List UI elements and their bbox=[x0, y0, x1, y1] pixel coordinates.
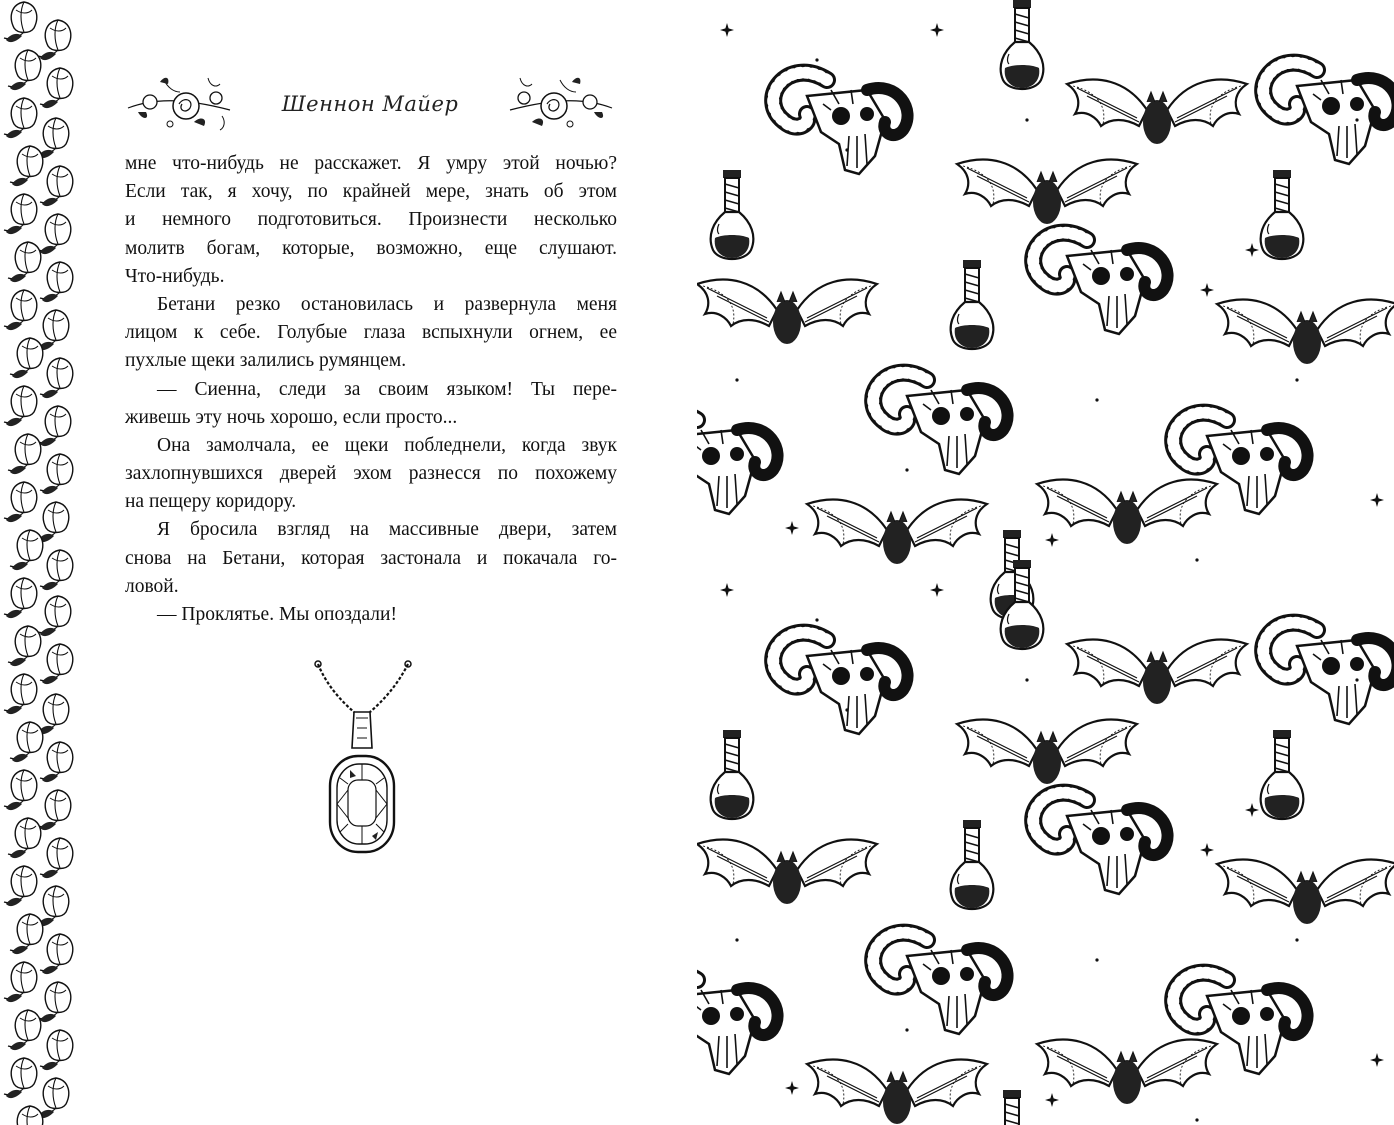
text-line: мне что-нибудь не расскажет. Я умру этой ночью? bbox=[125, 153, 617, 174]
text-line: лицом к себе. Голубые глаза вспыхнули огнем, ее bbox=[125, 322, 617, 344]
text-line: — Проклятье. Мы опоздали! bbox=[157, 604, 397, 625]
text-line: молитв богам, которые, возможно, еще слушают. bbox=[125, 237, 617, 259]
pendant-icon bbox=[310, 660, 414, 860]
text-line: снова на Бетани, которая застонала и покачала го- bbox=[125, 547, 617, 569]
text-line: ловой. bbox=[125, 575, 179, 597]
floral-border bbox=[0, 0, 78, 1125]
text-line: и немного подготовиться. Произнести несколько bbox=[125, 209, 617, 231]
right-page bbox=[697, 0, 1394, 1125]
text-line: Что-нибудь. bbox=[125, 265, 225, 287]
text-line: на пещеру коридору. bbox=[125, 491, 297, 513]
text-line: живешь эту ночь хорошо, если просто... bbox=[125, 406, 458, 428]
text-line: Если так, я хочу, по крайней мере, знать об этом bbox=[125, 181, 617, 203]
text-line: захлопнувшихся дверей эхом разнесся по похожему bbox=[125, 463, 617, 485]
text-line: Я бросила взгляд на массивные двери, затем bbox=[157, 519, 617, 541]
body-text bbox=[125, 150, 617, 629]
running-head-title: Шеннон Майер bbox=[281, 92, 459, 116]
text-line: Она замолчала, ее щеки побледнели, когда звук bbox=[157, 434, 617, 456]
ram-skull-bat-potion-pattern bbox=[697, 0, 1394, 1125]
text-line: Бетани резко остановилась и развернула меня bbox=[157, 293, 617, 315]
text-line: — Сиенна, следи за своим языком! Ты пере- bbox=[157, 378, 617, 400]
rose-ornament-right-icon bbox=[506, 68, 616, 138]
running-head bbox=[120, 68, 620, 138]
text-line: пухлые щеки залились румянцем. bbox=[125, 350, 407, 372]
